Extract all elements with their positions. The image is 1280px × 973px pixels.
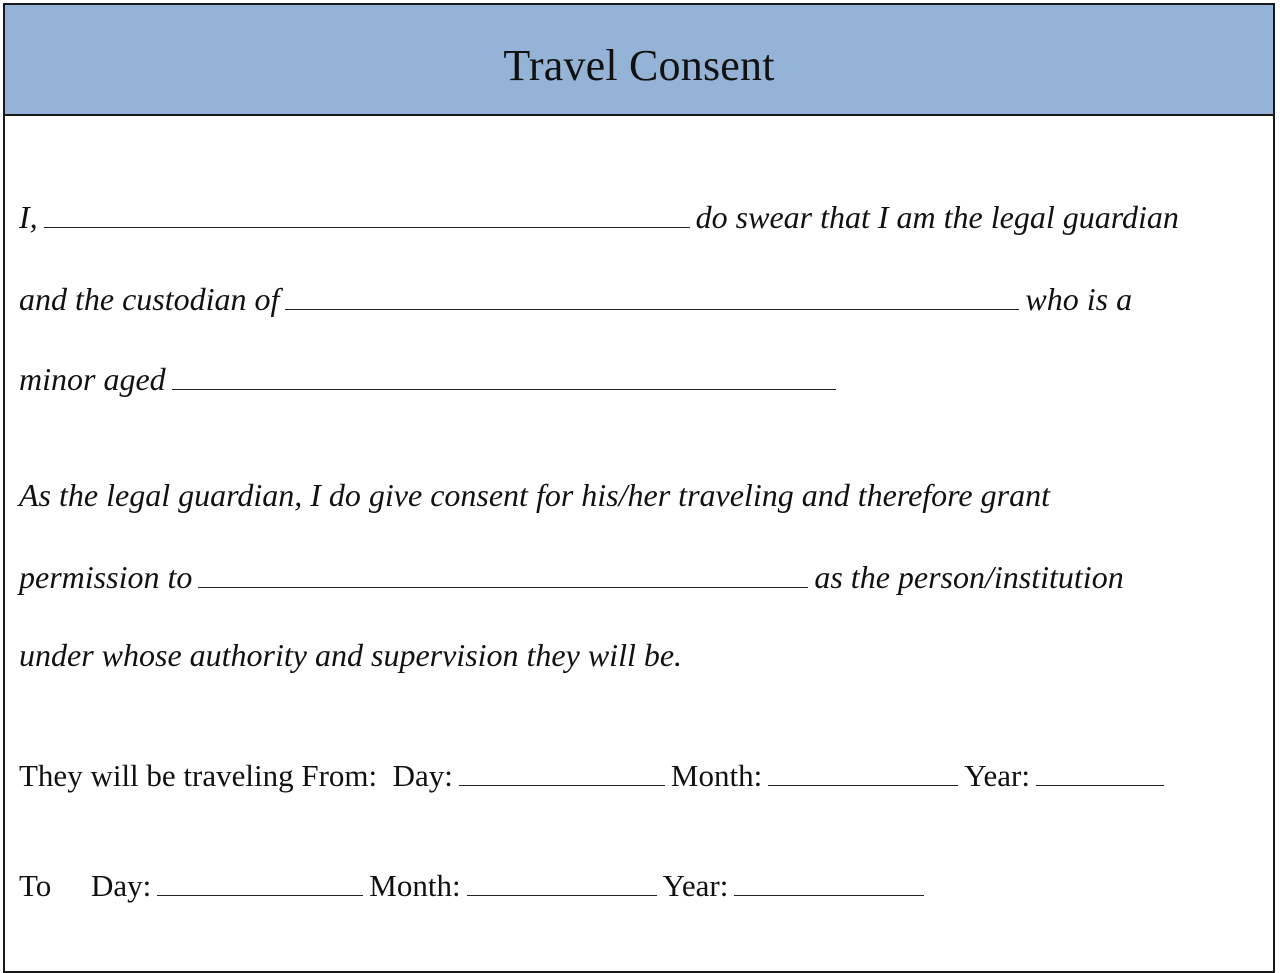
minor-age-line bbox=[19, 359, 842, 397]
to-label: To bbox=[19, 868, 52, 903]
from-day-label: Day: bbox=[392, 758, 453, 793]
to-year-field[interactable] bbox=[734, 865, 924, 896]
permission-label: permission to bbox=[19, 559, 193, 595]
guardian-suffix: do swear that I am the legal guardian bbox=[695, 199, 1179, 235]
to-date-line bbox=[19, 865, 930, 904]
from-year-field[interactable] bbox=[1036, 755, 1164, 786]
custodian-label: and the custodian of bbox=[19, 281, 280, 317]
minor-name-field[interactable] bbox=[285, 279, 1019, 310]
form-header bbox=[5, 5, 1273, 116]
guardian-name-field[interactable] bbox=[44, 197, 690, 228]
minor-age-field[interactable] bbox=[172, 359, 836, 390]
custodian-suffix: who is a bbox=[1025, 281, 1133, 317]
from-label: They will be traveling From: bbox=[19, 758, 378, 793]
from-month-label: Month: bbox=[670, 758, 763, 793]
to-day-field[interactable] bbox=[157, 865, 363, 896]
custodian-line bbox=[19, 279, 1132, 317]
supervision-line bbox=[19, 637, 682, 673]
to-month-field[interactable] bbox=[467, 865, 657, 896]
to-month-label: Month: bbox=[369, 868, 461, 903]
consent-line bbox=[19, 477, 1050, 513]
from-month-field[interactable] bbox=[768, 755, 958, 786]
from-day-field[interactable] bbox=[459, 755, 665, 786]
permission-suffix: as the person/institution bbox=[814, 559, 1124, 595]
consent-form bbox=[3, 3, 1275, 973]
minor-age-label: minor aged bbox=[19, 361, 166, 397]
consent-text: As the legal guardian, I do give consent for his/her traveling and therefore grant bbox=[19, 477, 1050, 513]
supervision-text: under whose authority and supervision they will be. bbox=[19, 637, 683, 673]
permission-line bbox=[19, 557, 1124, 595]
to-year-label: Year: bbox=[662, 868, 729, 903]
from-year-label: Year: bbox=[964, 758, 1030, 793]
guardian-prefix: I, bbox=[19, 199, 38, 235]
to-day-label: Day: bbox=[91, 868, 152, 903]
guardian-line bbox=[19, 197, 1179, 235]
from-date-line bbox=[19, 755, 1170, 794]
form-title: Travel Consent bbox=[503, 41, 775, 90]
authorized-person-field[interactable] bbox=[198, 557, 808, 588]
